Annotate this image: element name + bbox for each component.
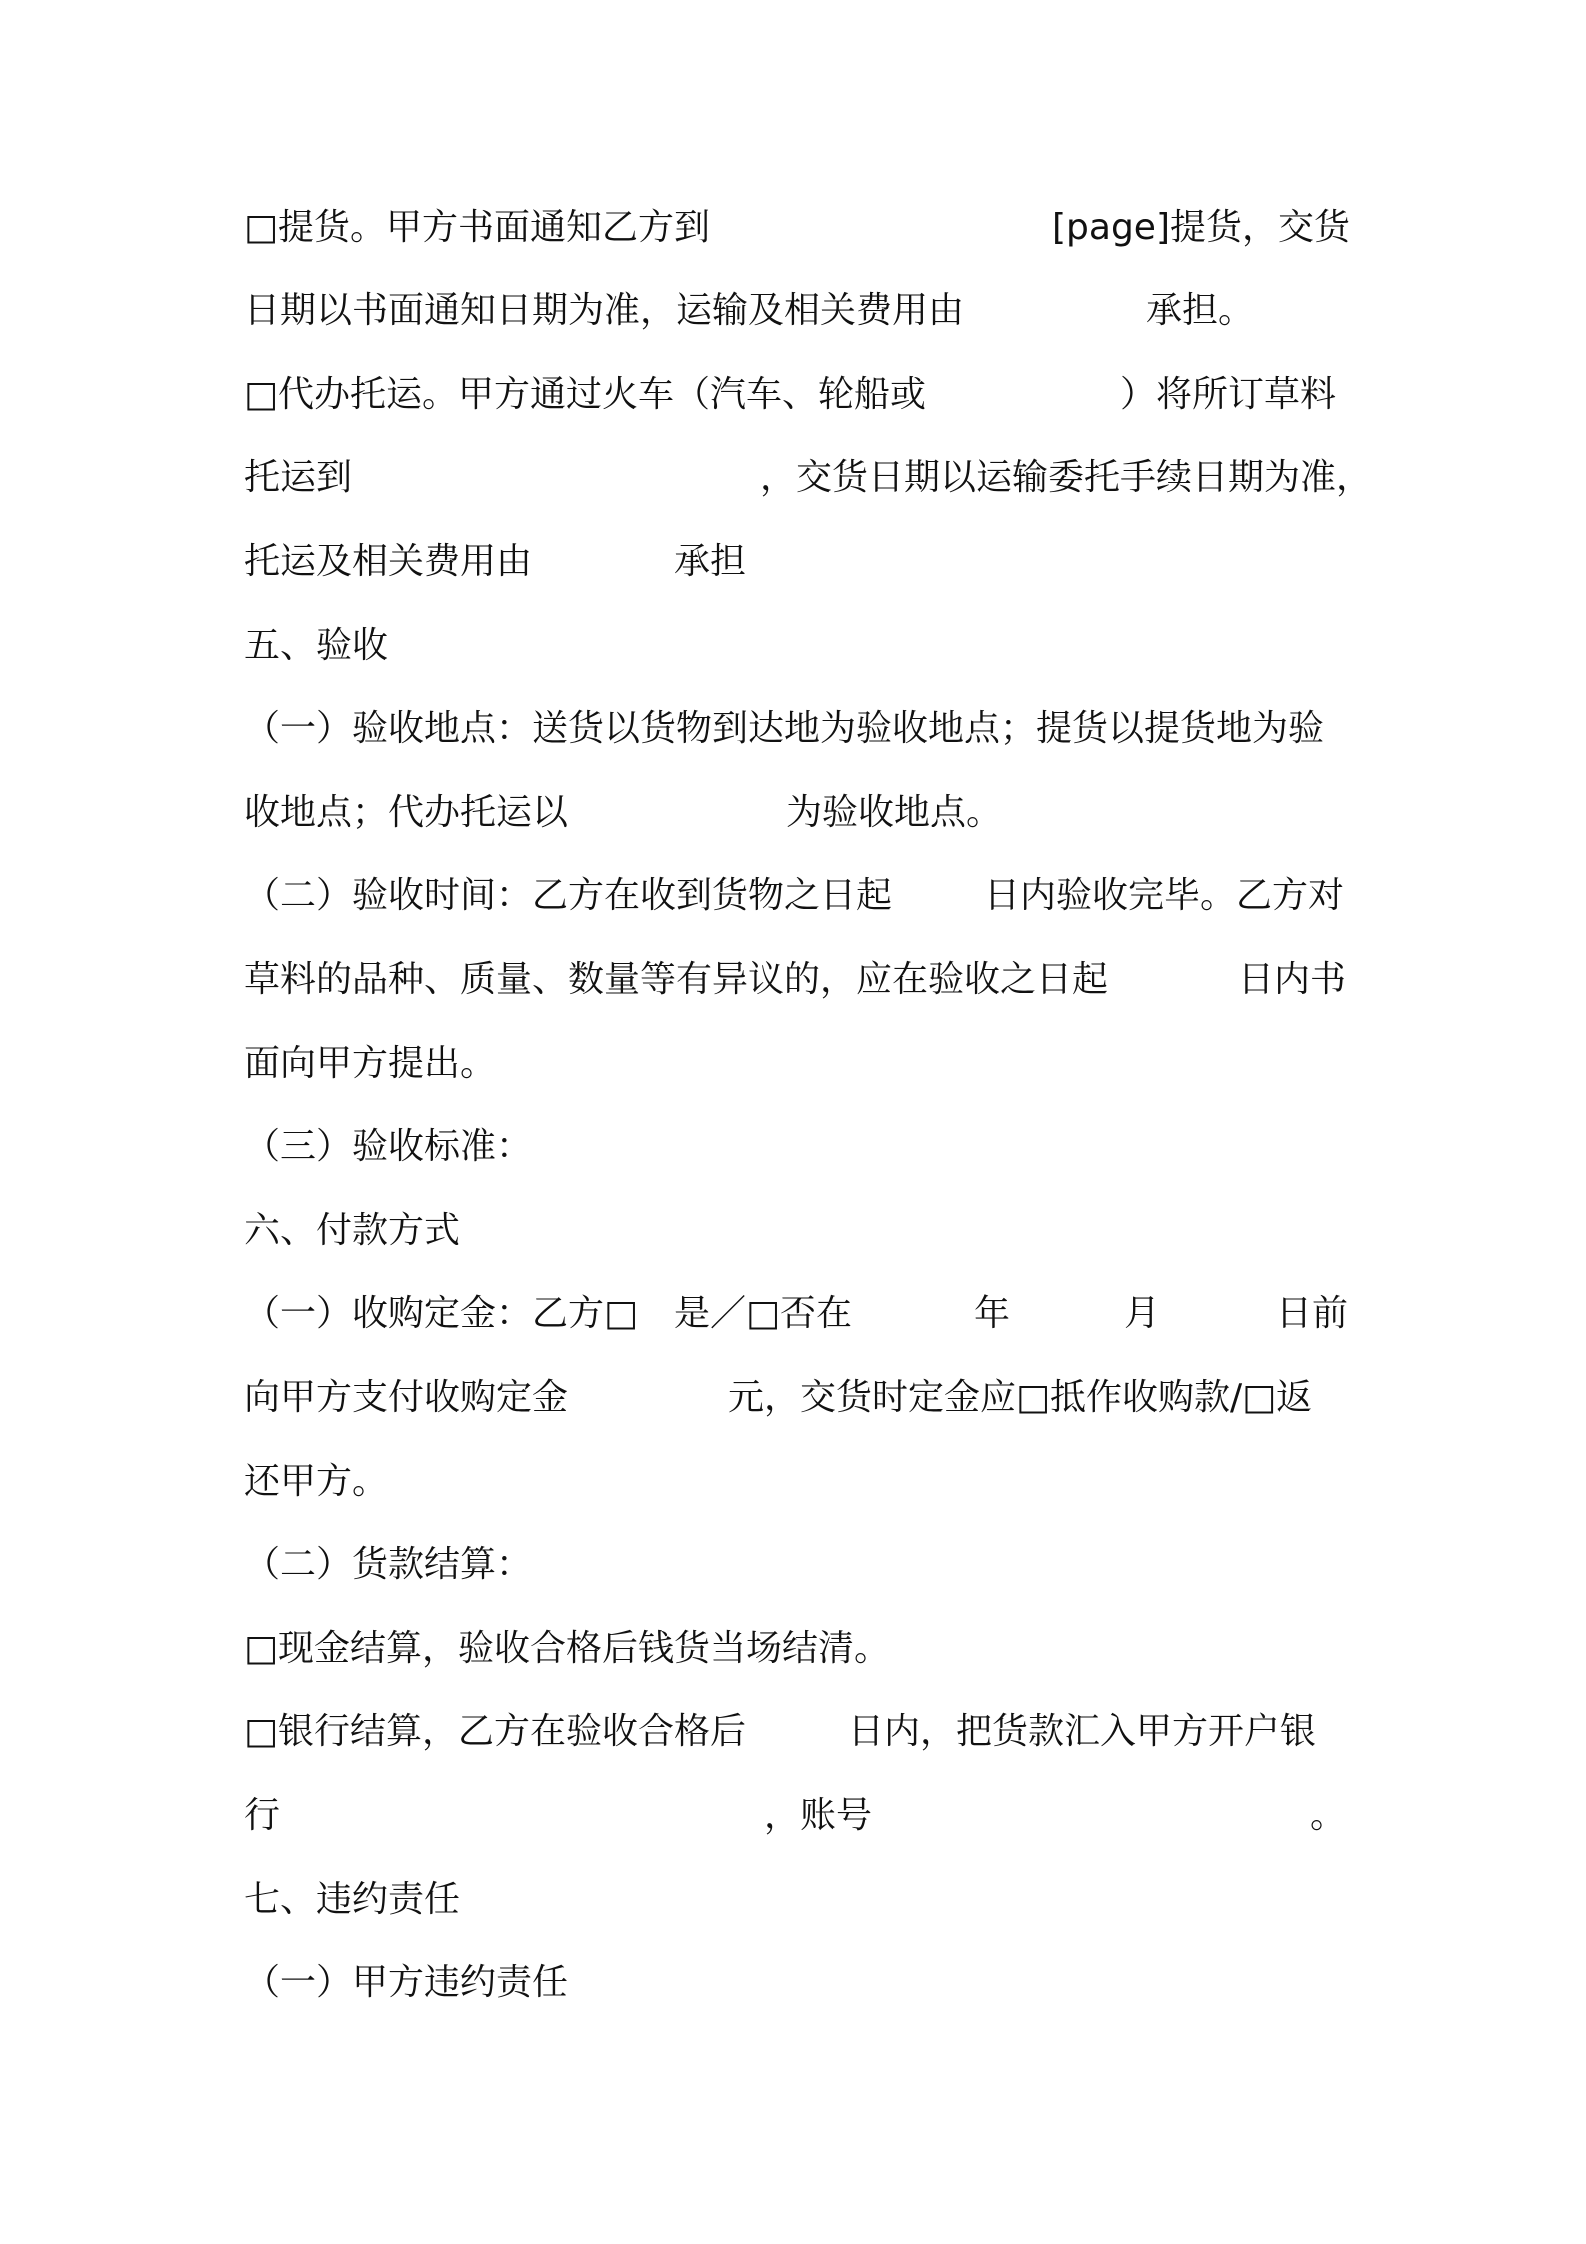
deposit-day: 日前 — [1276, 1293, 1349, 1334]
acceptance-time-end: 日内验收完毕。乙方对 — [984, 875, 1345, 916]
objection-cont-text: 面向甲方提出。 — [244, 1043, 497, 1084]
party-a-liability-text: （一）甲方违约责任 — [244, 1962, 569, 2003]
account-label: ，账号 — [764, 1795, 873, 1836]
objection-end: 日内书 — [1238, 959, 1347, 1000]
bank-settlement-text: □银行结算，乙方在验收合格后 — [244, 1711, 747, 1752]
pickup-cost-text: 日期以书面通知日期为准，运输及相关费用由 — [244, 290, 965, 331]
consign-cost-text: 托运及相关费用由 — [244, 541, 533, 582]
bank-settlement-end: 日内，把货款汇入甲方开户银 — [848, 1711, 1317, 1752]
deposit-amount-end: 元，交货时定金应□抵作收购款/□返 — [728, 1377, 1313, 1418]
deposit-year: 年 — [974, 1293, 1011, 1334]
liability-heading-text: 七、违约责任 — [244, 1879, 461, 1920]
acceptance-place-text: （一）验收地点：送货以货物到达地为验收地点；提货以提货地为验 — [244, 708, 1325, 749]
acceptance-place-cont-end: 为验收地点。 — [786, 792, 1003, 833]
bank-label: 行 — [244, 1795, 281, 1836]
consignment-text: □代办托运。甲方通过火车（汽车、轮船或 — [244, 374, 927, 415]
deposit-amount-text: 向甲方支付收购定金 — [244, 1377, 569, 1418]
pickup-cost-end: 承担。 — [1146, 290, 1255, 331]
acceptance-place-cont-text: 收地点；代办托运以 — [244, 792, 569, 833]
deposit-return-text: 还甲方。 — [244, 1461, 389, 1502]
pickup-text-end: [page]提货，交货 — [1052, 207, 1351, 248]
settlement-text: （二）货款结算： — [244, 1544, 533, 1585]
payment-heading-text: 六、付款方式 — [244, 1210, 461, 1251]
consignment-text-end: ）将所订草料 — [1120, 374, 1337, 415]
consign-to-end: ，交货日期以运输委托手续日期为准， — [760, 457, 1373, 498]
acceptance-heading-text: 五、验收 — [244, 625, 389, 666]
deposit-yes-no: 是／□否在 — [674, 1293, 853, 1334]
consign-to-text: 托运到 — [244, 457, 353, 498]
acceptance-time-text: （二）验收时间：乙方在收到货物之日起 — [244, 875, 893, 916]
deposit-text: （一）收购定金：乙方□ — [244, 1293, 639, 1334]
consign-cost-end: 承担 — [674, 541, 747, 582]
cash-settlement-text: □现金结算，验收合格后钱货当场结清。 — [244, 1628, 891, 1669]
objection-text: 草料的品种、质量、数量等有异议的，应在验收之日起 — [244, 959, 1109, 1000]
pickup-text: □提货。甲方书面通知乙方到 — [244, 207, 711, 248]
account-end: 。 — [1310, 1795, 1347, 1836]
deposit-month: 月 — [1124, 1293, 1161, 1334]
acceptance-standard-text: （三）验收标准： — [244, 1126, 533, 1167]
